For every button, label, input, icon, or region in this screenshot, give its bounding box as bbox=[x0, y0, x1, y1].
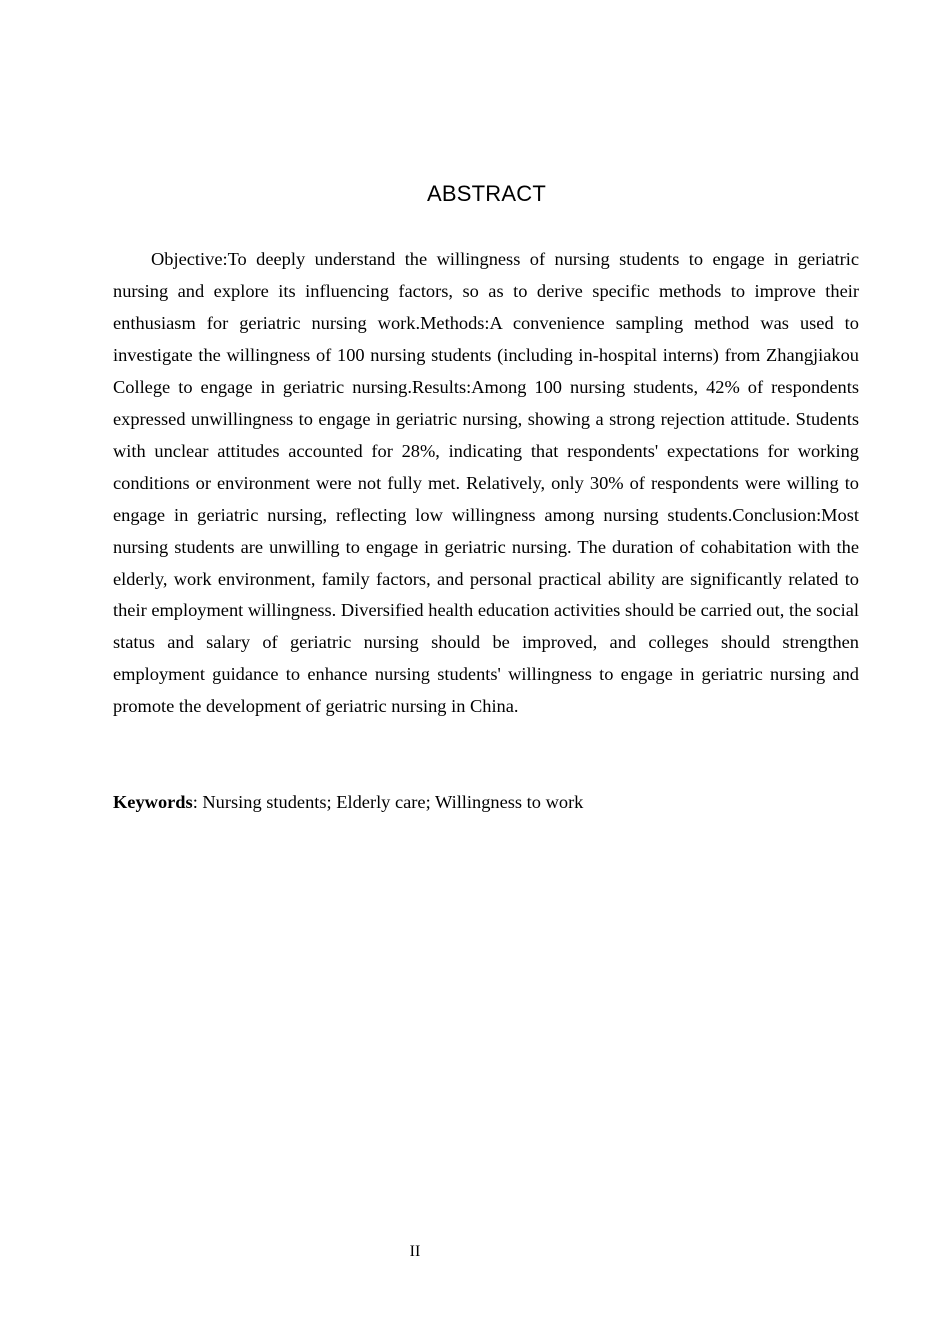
abstract-body: Objective:To deeply understand the willingness of nursing students to engage in geriatric nursing and explore its influencing factors, so as to derive specific methods to improve their enthusiasm for geriatric nursing work.Methods:A convenience sampling method was used to investigate the willingness of 100 nursing students (including in-hospital interns) from Zhangjiakou College to engage in geriatric nursing.Results:Among 100 nursing students, 42% of respondents expressed unwillingness to engage in geriatric nursing, showing a strong rejection attitude. Students with unclear attitudes accounted for 28%, indicating that respondents' expectations for working conditions or environment were not fully met. Relatively, only 30% of respondents were willing to engage in geriatric nursing, reflecting low willingness among nursing students.Conclusion:Most nursing students are unwilling to engage in geriatric nursing. The duration of cohabitation with the elderly, work environment, family factors, and personal practical ability are significantly related to their employment willingness. Diversified health education activities should be carried out, the social status and salary of geriatric nursing should be improved, and colleges should strengthen employment guidance to enhance nursing students' willingness to engage in geriatric nursing and promote the development of geriatric nursing in China. bbox=[113, 249, 859, 717]
abstract-title: ABSTRACT bbox=[427, 181, 546, 206]
page-number: II bbox=[409, 1243, 421, 1260]
keywords-text: Nursing students; Elderly care; Willingness to work bbox=[202, 792, 584, 812]
keywords-separator: : bbox=[192, 792, 203, 812]
keywords-line bbox=[113, 787, 859, 819]
keywords-label: Keywords bbox=[113, 792, 193, 812]
